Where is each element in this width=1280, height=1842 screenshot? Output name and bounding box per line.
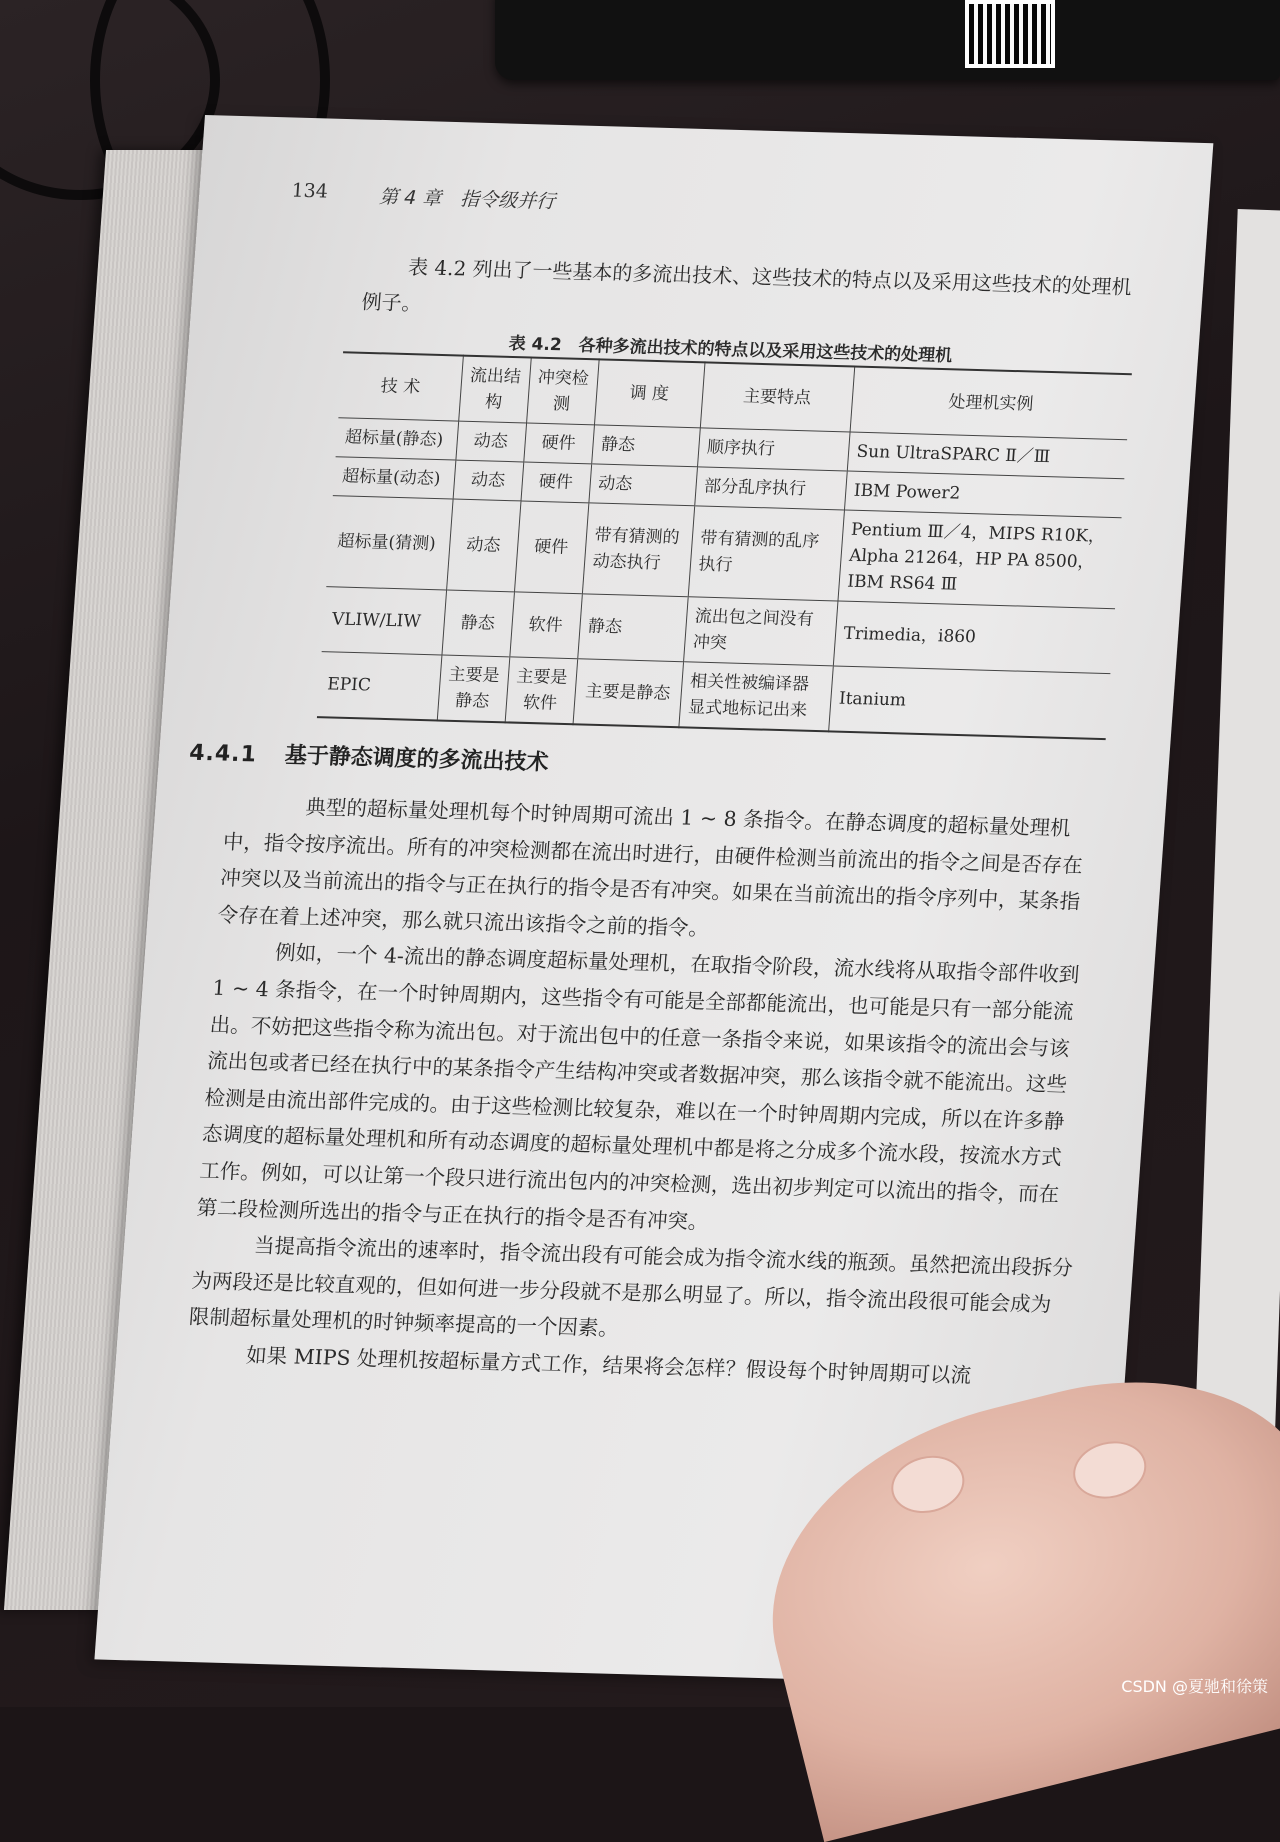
table-header-cell: 技 术	[338, 352, 462, 421]
table-cell: 相关性被编译器显式地标记出来	[678, 662, 832, 732]
table-cell: 主要是软件	[505, 657, 578, 724]
paragraph: 如果 MIPS 处理机按超标量方式工作，结果将会怎样？假设每个时钟周期可以流	[245, 1343, 972, 1388]
table-cell: 动态	[453, 460, 524, 501]
paragraph: 当提高指令流出的速率时，指令流出段有可能会成为指令流水线的瓶颈。虽然把流出段拆分为两段还是比较直观的，但如何进一步分段就不是那么明显了。所以，指令流出段很可能会成为限制超标量处理机的时钟频率提高的一个因素。	[188, 1233, 1074, 1341]
table-cell: EPIC	[317, 652, 441, 721]
table-cell: 动态	[446, 499, 520, 592]
table-cell: 硬件	[521, 462, 592, 503]
table-cell: 静态	[577, 594, 687, 662]
fingernail	[885, 1448, 970, 1520]
table-header-cell: 调 度	[594, 359, 705, 427]
table-cell: 超标量(动态)	[333, 457, 456, 499]
table-cell: Itanium	[828, 666, 1110, 739]
table-cell: 硬件	[523, 423, 594, 464]
section-heading	[188, 736, 549, 777]
table-caption: 表 4.2 各种多流出技术的特点以及采用这些技术的处理机	[508, 333, 953, 367]
watermark: CSDN @夏驰和徐策	[1121, 1677, 1268, 1696]
table-cell: 带有猜测的动态执行	[582, 503, 694, 597]
table-cell: Sun UltraSPARC Ⅱ／Ⅲ	[847, 432, 1127, 479]
table-cell: IBM Power2	[844, 471, 1124, 518]
table-cell: 部分乱序执行	[694, 467, 847, 510]
table-cell: 带有猜测的乱序执行	[688, 506, 844, 601]
page-number: 134	[290, 179, 329, 203]
fingernail	[1067, 1434, 1152, 1506]
table-cell: 流出包之间没有冲突	[683, 597, 837, 666]
table-cell: 硬件	[514, 501, 588, 594]
table-cell: 主要是静态	[437, 655, 510, 722]
technique-table	[317, 351, 1132, 740]
paragraph: 例如，一个 4-流出的静态调度超标量处理机，在取指令阶段，流水线将从取指令部件收到 1 ~ 4 条指令，在一个时钟周期内，这些指令有可能是全部都能流出，也可能是只有一部分能流出。不妨把这些指令称为流出包。对于流出包中的任意一条指令来说，如果该指令的流出会与该流出包或者已经在执行中的某条指令产生结构冲突或者数据冲突，那么该指令就不能流出。这些检测是由流出部件完成的。由于这些检测比较复杂，难以在一个时钟周期内完成，所以在许多静态调度的超标量处理机和所有动态调度的超标量处理机中都是将之分成多个流水段，按流水方式工作。例如，可以让第一个段只进行流出包内的冲突检测，选出初步判定可以流出的指令，而在第二段检测所选出的指令与正在执行的指令是否有冲突。	[195, 940, 1081, 1234]
table-cell: 超标量(猜测)	[326, 496, 452, 590]
table-cell: 动态	[455, 421, 526, 462]
table-cell: 静态	[441, 590, 514, 657]
table-header-cell: 流出结构	[458, 356, 531, 423]
table-cell: 软件	[509, 592, 582, 659]
table-header-cell: 主要特点	[700, 362, 854, 432]
body-text	[185, 787, 1105, 1397]
paragraph: 典型的超标量处理机每个时钟周期可流出 1 ~ 8 条指令。在静态调度的超标量处理机中，指令按序流出。所有的冲突检测都在流出时进行，由硬件检测当前流出的指令之间是否存在冲突以及当前流出的指令与正在执行的指令是否有冲突。如果在当前流出的指令序列中，某条指令存在着上述冲突，那么就只流出该指令之前的指令。	[216, 794, 1084, 941]
table-cell: Pentium Ⅲ／4，MIPS R10K，Alpha 21264，HP PA 8500，IBM RS64 Ⅲ	[837, 510, 1121, 609]
chapter-header: 第 4 章 指令级并行	[378, 186, 556, 213]
table-cell: 超标量(静态)	[336, 418, 459, 460]
table-header-cell: 处理机实例	[850, 367, 1132, 440]
table-cell: 顺序执行	[697, 428, 850, 471]
table-cell: Trimedia，i860	[833, 601, 1115, 674]
table-cell: 静态	[591, 425, 700, 467]
device	[495, 0, 1280, 80]
table-cell: 主要是静态	[573, 659, 684, 727]
qr-code-icon	[965, 0, 1055, 68]
table-header-cell: 冲突检测	[526, 357, 599, 424]
section-title: 基于静态调度的多流出技术	[283, 743, 550, 776]
intro-paragraph: 表 4.2 列出了一些基本的多流出技术、这些技术的特点以及采用这些技术的处理机例子。	[360, 254, 1133, 316]
section-number: 4.4.1	[188, 740, 258, 768]
table-cell: 动态	[588, 464, 697, 506]
table-cell: VLIW/LIW	[322, 587, 446, 655]
